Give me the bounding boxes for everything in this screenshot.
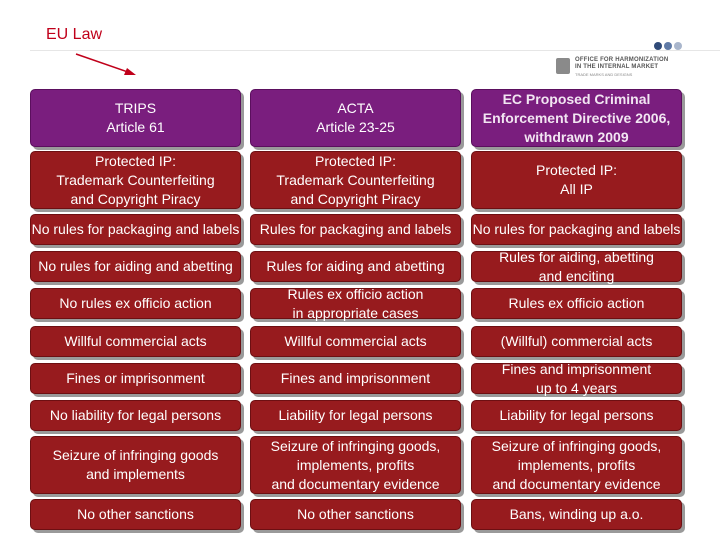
cell-line: Rules for aiding, abetting [499,248,654,265]
table-cell [30,436,241,494]
header-ec-line-2: Enforcement Directive 2006, [482,109,671,126]
cell-line: No rules ex officio action [59,295,212,311]
cell-line: and implements [86,466,185,482]
cell-line: No rules for packaging and labels [31,221,240,237]
table-cell [30,499,241,530]
cell-line: up to 4 years [536,379,617,396]
slide-dots [654,37,684,55]
table-cell [30,400,241,431]
table-cell [471,499,682,530]
table-cell [30,251,241,282]
dot-icon [674,42,682,50]
table-cell [250,400,461,431]
table-cell [250,436,461,494]
cell-line: Protected IP: [315,152,396,169]
table-cell [250,499,461,530]
table-cell [30,151,241,209]
table-cell [30,326,241,357]
cell-line: No liability for legal persons [49,407,222,423]
cell-line: Rules ex officio action [508,295,645,311]
header-acta-line-1: ACTA [337,100,374,116]
cell-line: Liability for legal persons [278,407,433,423]
logo-subtitle: TRADE MARKS AND DESIGNS [575,72,633,77]
table-cell [250,363,461,394]
header-ec-directive [471,89,682,147]
cell-line: Seizure of infringing goods, [270,437,441,454]
header-trips-line-1: TRIPS [114,100,157,116]
header-acta-line-2: Article 23-25 [316,119,395,135]
table-cell [250,285,461,321]
ohim-logo-mark-icon [556,58,570,74]
cell-line: No other sanctions [297,506,414,522]
table-cell [471,214,682,245]
header-acta [250,89,461,147]
cell-line: implements, profits [517,456,636,473]
table-cell [30,363,241,394]
ohim-logo [556,56,690,78]
cell-line: and Copyright Piracy [290,190,421,207]
cell-line: Protected IP: [95,152,176,169]
table-cell [471,248,682,284]
table-cell [471,326,682,357]
cell-line: Bans, winding up a.o. [509,506,644,522]
table-cell [30,288,241,319]
cell-line: All IP [560,181,593,197]
header-trips [30,89,241,147]
table-cell [250,214,461,245]
logo-line-1: OFFICE FOR HARMONIZATION [575,57,669,63]
cell-line: No rules for aiding and abetting [38,258,233,274]
header-trips-line-2: Article 61 [106,119,165,135]
cell-line: Rules for packaging and labels [259,221,452,237]
cell-line: and enciting [538,267,615,284]
cell-line: Protected IP: [536,162,617,178]
dot-icon [664,42,672,50]
cell-line: Fines or imprisonment [66,370,205,386]
cell-line: Willful commercial acts [284,333,427,349]
table-cell [250,151,461,209]
page-title: EU Law [46,26,103,43]
cell-line: No rules for packaging and labels [472,221,681,237]
cell-line: Liability for legal persons [499,407,654,423]
table-cell [471,151,682,209]
dot-icon [654,42,662,50]
logo-text [575,57,668,71]
cell-line: No other sanctions [77,506,194,522]
cell-line: and documentary evidence [271,475,440,492]
cell-line: in appropriate cases [292,304,419,321]
header-ec-line-1: EC Proposed Criminal [502,90,651,107]
cell-line: Willful commercial acts [64,333,207,349]
table-cell [250,326,461,357]
cell-line: Trademark Counterfeiting [56,171,215,188]
table-cell [250,251,461,282]
table-cell [471,360,682,396]
header-ec-line-3: withdrawn 2009 [524,128,629,145]
table-cell [30,214,241,245]
cell-line: and documentary evidence [492,475,661,492]
cell-line: implements, profits [296,456,415,473]
cell-line: Rules ex officio action [287,285,424,302]
table-cell [471,436,682,494]
cell-line: Fines and imprisonment [280,370,431,386]
cell-line: Fines and imprisonment [501,360,652,377]
table-cell [471,400,682,431]
logo-line-2: IN THE INTERNAL MARKET [575,64,659,70]
cell-line: Seizure of infringing goods, [491,437,662,454]
table-cell [471,288,682,319]
cell-line: Trademark Counterfeiting [276,171,435,188]
cell-line: (Willful) commercial acts [500,333,653,349]
cell-line: Seizure of infringing goods [52,447,219,463]
cell-line: Rules for aiding and abetting [266,258,445,274]
cell-line: and Copyright Piracy [70,190,201,207]
